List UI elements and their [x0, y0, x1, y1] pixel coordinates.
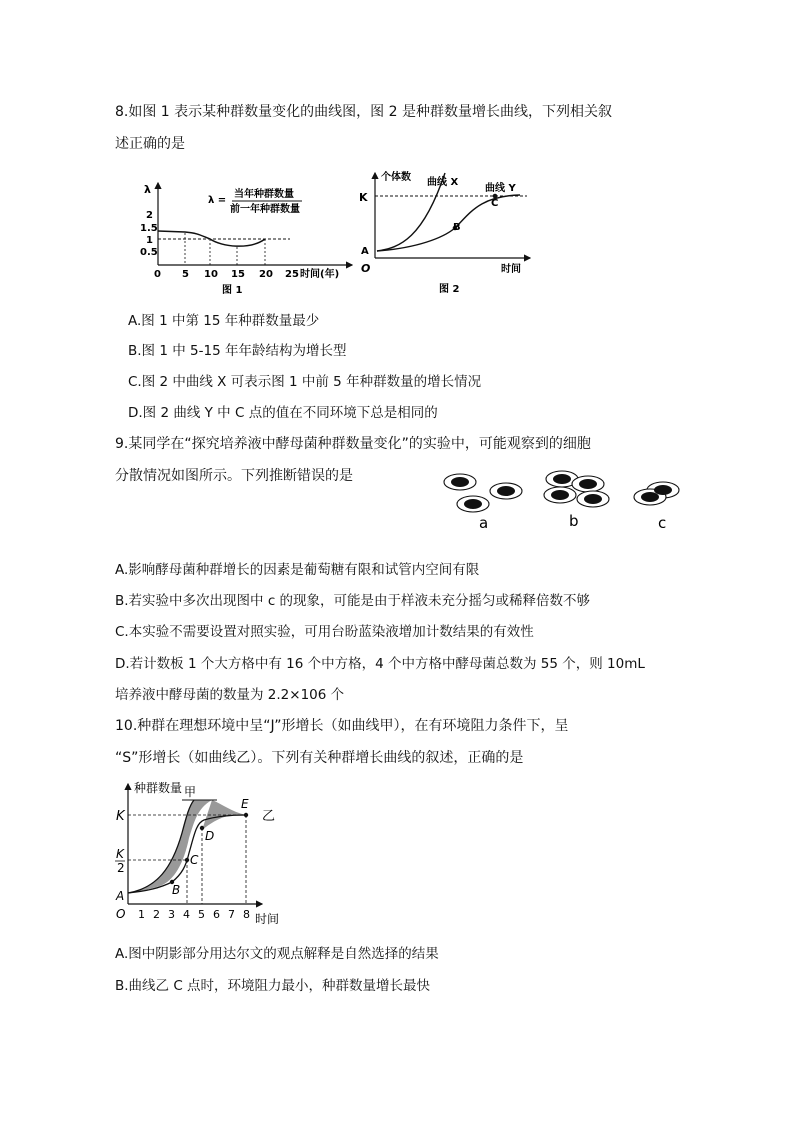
- fig2-y-label: 个体数: [381, 172, 411, 183]
- q10-xtick-7: 7: [228, 908, 235, 921]
- q10-xtick-6: 6: [213, 908, 220, 921]
- q10-option-b: B.曲线乙 C 点时，环境阻力最小，种群数量增长最快: [115, 978, 431, 994]
- q10-half-k-num: K: [116, 847, 124, 861]
- fig1-caption: 图 1: [222, 285, 243, 296]
- q10-curve-jia: 甲: [184, 785, 197, 799]
- q10-xtick-2: 2: [153, 908, 160, 921]
- fig1-formula-den: 前一年种群数量: [230, 204, 300, 215]
- q10-xtick-5: 5: [198, 908, 205, 921]
- fig1-y-label: λ: [144, 183, 151, 196]
- fig2-caption: 图 2: [439, 284, 460, 293]
- fig1-xtick-20: 20: [259, 269, 273, 280]
- q10-point-d: D: [205, 829, 215, 843]
- fig1-ytick-2: 2: [146, 210, 153, 221]
- q10-point-b: B: [172, 883, 181, 897]
- q9-stem-line2: 分散情况如图所示。下列推断错误的是: [115, 468, 353, 484]
- q10-stem-line2: “S”形增长（如曲线乙）。下列有关种群增长曲线的叙述，正确的是: [115, 750, 524, 766]
- fig1-formula-num: 当年种群数量: [234, 189, 294, 200]
- q10-y-label: 种群数量: [134, 781, 183, 795]
- fig2-point-a: A: [361, 246, 369, 257]
- fig1-xtick-5: 5: [182, 269, 189, 280]
- fig1-formula-lhs: λ =: [208, 195, 227, 206]
- q10-xtick-4: 4: [183, 908, 190, 921]
- fig1-ytick-1: 1: [146, 235, 153, 246]
- fig2-k-label: K: [359, 191, 368, 204]
- q9-option-d-cont: 培养液中酵母菌的数量为 2.2×106 个: [115, 687, 345, 703]
- q9-option-c: C.本实验不需要设置对照实验，可用台盼蓝染液增加计数结果的有效性: [115, 624, 534, 640]
- fig1-xtick-10: 10: [204, 269, 218, 280]
- q10-point-a: A: [116, 889, 125, 903]
- fig2-point-b: B: [453, 222, 461, 233]
- q9-option-d: D.若计数板 1 个大方格中有 16 个中方格，4 个中方格中酵母菌总数为 55 个，则 10mL: [115, 656, 645, 672]
- fig2-point-c: C: [491, 198, 499, 209]
- fig2-origin: O: [361, 262, 371, 275]
- q8-stem-line2: 述正确的是: [115, 136, 185, 152]
- q9-option-a: A.影响酵母菌种群增长的因素是葡萄糖有限和试管内空间有限: [115, 562, 480, 578]
- q10-origin: O: [116, 907, 126, 921]
- q10-point-c: C: [190, 853, 199, 867]
- yeast-label-b: b: [569, 512, 579, 530]
- q10-k-label: K: [116, 809, 125, 824]
- fig2-curve-y-label: 曲线 Y: [485, 183, 516, 194]
- fig1-ytick-1.5: 1.5: [140, 223, 158, 234]
- q10-x-axis-label: 时间: [255, 912, 280, 926]
- yeast-label-a: a: [479, 514, 489, 532]
- fig1-xtick-25: 25: [285, 269, 299, 280]
- q8-option-d: D.图 2 曲线 Y 中 C 点的值在不同环境下总是相同的: [128, 405, 438, 421]
- q8-option-b: B.图 1 中 5-15 年年龄结构为增长型: [128, 343, 347, 359]
- q8-figure-1: [140, 175, 360, 300]
- q9-option-b: B.若实验中多次出现图中 c 的现象，可能是由于样液未充分摇匀或稀释倍数不够: [115, 593, 591, 609]
- q10-curve-yi: 乙: [262, 809, 276, 824]
- q8-option-c: C.图 2 中曲线 X 可表示图 1 中前 5 年种群数量的增长情况: [128, 374, 482, 390]
- q10-xtick-8: 8: [243, 908, 250, 921]
- q10-xtick-3: 3: [168, 908, 175, 921]
- fig2-x-axis-label: 时间: [501, 264, 521, 275]
- q10-xtick-1: 1: [138, 908, 145, 921]
- fig1-ytick-0.5: 0.5: [140, 247, 158, 258]
- fig1-xtick-0: 0: [154, 269, 161, 280]
- q8-figure-2: [355, 168, 535, 293]
- q10-option-a: A.图中阴影部分用达尔文的观点解释是自然选择的结果: [115, 946, 439, 962]
- q9-stem-line1: 9.某同学在“探究培养液中酵母菌种群数量变化”的实验中，可能观察到的细胞: [115, 436, 591, 452]
- fig2-curve-x-label: 曲线 X: [427, 177, 459, 188]
- q10-stem-line1: 10.种群在理想环境中呈“J”形增长（如曲线甲），在有环境阻力条件下，呈: [115, 718, 569, 734]
- fig1-x-axis-label: 时间(年): [300, 269, 340, 280]
- q9-yeast-figure: [438, 468, 688, 534]
- q8-stem-line1: 8.如图 1 表示某种群数量变化的曲线图，图 2 是种群数量增长曲线，下列相关叙: [115, 104, 612, 120]
- q10-half-k-den: 2: [117, 861, 125, 875]
- q10-point-e: E: [241, 797, 249, 811]
- q10-growth-figure: [112, 778, 292, 928]
- yeast-label-c: c: [658, 514, 667, 532]
- q8-option-a: A.图 1 中第 15 年种群数量最少: [128, 313, 320, 329]
- fig1-xtick-15: 15: [231, 269, 245, 280]
